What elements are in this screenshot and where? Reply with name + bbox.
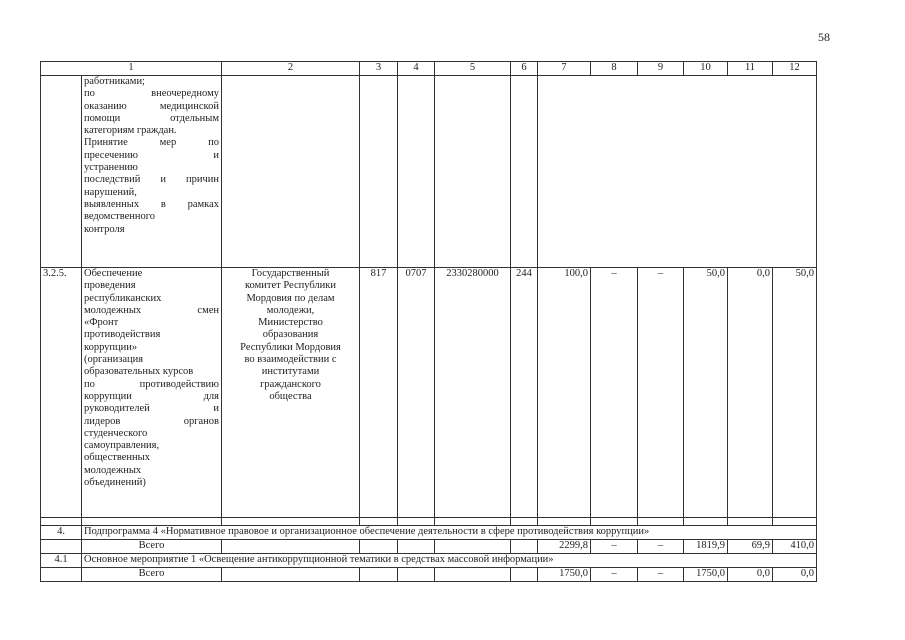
executor-line: комитет Республики: [244, 280, 337, 292]
total-c6: [511, 540, 538, 554]
executor-line: Государственный: [251, 268, 330, 279]
executor-line: гражданского: [260, 378, 321, 390]
item-csr: 2330280000: [435, 268, 511, 518]
header-row: [41, 62, 817, 76]
item-number: 3.2.5.: [41, 268, 82, 518]
header-col-11: 11: [728, 62, 773, 76]
executor-line: образования: [262, 329, 319, 341]
total-c7: 1750,0: [538, 568, 591, 582]
executor-line: Республики Мордовия: [240, 341, 341, 353]
spacer-cell: [222, 518, 360, 526]
item-c10: 50,0: [684, 268, 728, 518]
item-name-line: «Фронт: [84, 317, 119, 329]
event-title: Основное мероприятие 1 «Освещение антикоррупционной тематики в средствах массовой информации»: [82, 554, 817, 568]
item-c12: 50,0: [773, 268, 817, 518]
total-executor: [222, 540, 360, 554]
item-rzpr: 0707: [398, 268, 435, 518]
item-c8: –: [591, 268, 638, 518]
cont-c7: [538, 76, 817, 268]
total-label: Всего: [82, 568, 222, 582]
cont-line: устранению: [84, 162, 138, 174]
subprogram-4-total-row: [41, 540, 817, 554]
header-col-4: 4: [398, 62, 435, 76]
cont-line: последствий и причин: [84, 174, 219, 186]
cont-line: нарушений,: [84, 186, 137, 198]
spacer-row: [41, 518, 817, 526]
total-c5: [435, 568, 511, 582]
cont-c4: [398, 76, 435, 268]
total-label: Всего: [82, 540, 222, 554]
item-name-line: студенческого: [84, 427, 148, 439]
spacer-cell: [511, 518, 538, 526]
total-c12: 410,0: [773, 540, 817, 554]
total-c4: [398, 540, 435, 554]
total-c3: [360, 568, 398, 582]
total-num-cell: [41, 540, 82, 554]
total-c8: –: [591, 568, 638, 582]
item-name-line: молодежных: [84, 464, 142, 476]
header-col-5: 5: [435, 62, 511, 76]
item-name-line: объединений): [84, 477, 146, 489]
item-name-line: молодежных смен: [84, 304, 219, 316]
header-col-10: 10: [684, 62, 728, 76]
item-name: [82, 268, 222, 518]
header-col-9: 9: [638, 62, 684, 76]
item-name-line: общественных: [84, 452, 150, 464]
event-4-1-title-row: [41, 554, 817, 568]
header-col-6: 6: [511, 62, 538, 76]
item-name-line: Обеспечение: [84, 268, 143, 279]
cont-line: помощи отдельным: [84, 112, 219, 124]
header-col-12: 12: [773, 62, 817, 76]
item-name-line: коррупции для: [84, 390, 219, 402]
event-4-1-total-row: [41, 568, 817, 582]
executor-line: во взаимодействии с: [244, 354, 337, 366]
item-name-line: руководителей и: [84, 403, 219, 415]
cont-line: контроля: [84, 223, 125, 235]
item-c9: –: [638, 268, 684, 518]
item-name-line: лидеров органов: [84, 415, 219, 427]
spacer-cell: [435, 518, 511, 526]
header-col-3: 3: [360, 62, 398, 76]
item-name-line: республиканских: [84, 292, 162, 304]
spacer-cell: [638, 518, 684, 526]
cont-c3: [360, 76, 398, 268]
cont-line: по внеочередному: [84, 88, 219, 100]
item-name-line: образовательных курсов: [84, 366, 194, 378]
total-c5: [435, 540, 511, 554]
subprogram-4-title-row: [41, 526, 817, 540]
total-c7: 2299,8: [538, 540, 591, 554]
total-c11: 69,9: [728, 540, 773, 554]
cont-line: работниками;: [84, 76, 145, 87]
spacer-cell: [41, 518, 82, 526]
total-c9: –: [638, 568, 684, 582]
total-c12: 0,0: [773, 568, 817, 582]
item-name-line: самоуправления,: [84, 440, 160, 452]
total-c8: –: [591, 540, 638, 554]
cont-line: Принятие мер по: [84, 137, 219, 149]
item-c11: 0,0: [728, 268, 773, 518]
item-name-line: проведения: [84, 280, 136, 292]
cont-name: [82, 76, 222, 268]
spacer-cell: [684, 518, 728, 526]
spacer-cell: [82, 518, 222, 526]
subprogram-title: Подпрограмма 4 «Нормативное правовое и организационное обеспечение деятельности в сфере противодействия коррупции»: [82, 526, 817, 540]
page-number: 58: [818, 30, 830, 44]
executor-line: Мордовия по делам: [246, 292, 335, 304]
cont-line: оказанию медицинской: [84, 100, 219, 112]
spacer-cell: [773, 518, 817, 526]
executor-line: молодежи,: [266, 304, 315, 316]
total-executor: [222, 568, 360, 582]
executor-line: общества: [269, 390, 312, 402]
total-c10: 1819,9: [684, 540, 728, 554]
cont-line: ведомственного: [84, 211, 156, 223]
header-col-8: 8: [591, 62, 638, 76]
executor-line: Министерство: [258, 317, 323, 329]
cont-executor: [222, 76, 360, 268]
total-c4: [398, 568, 435, 582]
item-vr: 244: [511, 268, 538, 518]
total-c11: 0,0: [728, 568, 773, 582]
header-col-2: 2: [222, 62, 360, 76]
executor-line: институтами: [261, 366, 320, 378]
spacer-cell: [728, 518, 773, 526]
total-c10: 1750,0: [684, 568, 728, 582]
spacer-cell: [538, 518, 591, 526]
item-name-line: по противодействию: [84, 378, 219, 390]
total-c9: –: [638, 540, 684, 554]
item-c7: 100,0: [538, 268, 591, 518]
item-gkbs: 817: [360, 268, 398, 518]
item-row-3-2-5: [41, 268, 817, 518]
cont-c5: [435, 76, 511, 268]
spacer-cell: [360, 518, 398, 526]
cont-line: категориям граждан.: [84, 125, 177, 137]
total-c3: [360, 540, 398, 554]
item-name-line: противодействия: [84, 329, 161, 341]
program-table: [40, 61, 817, 582]
cont-c6: [511, 76, 538, 268]
item-name-line: коррупции»: [84, 341, 138, 353]
cont-num: [41, 76, 82, 268]
spacer-cell: [591, 518, 638, 526]
item-name-line: (организация: [84, 354, 144, 366]
total-num-cell: [41, 568, 82, 582]
header-col-1: 1: [41, 62, 222, 76]
cont-line: пресечению и: [84, 149, 219, 161]
cont-line: выявленных в рамках: [84, 198, 219, 210]
total-c6: [511, 568, 538, 582]
subprogram-number: 4.: [41, 526, 82, 540]
header-col-7: 7: [538, 62, 591, 76]
event-number: 4.1: [41, 554, 82, 568]
spacer-cell: [398, 518, 435, 526]
continuation-row: [41, 76, 817, 268]
item-executor: [222, 268, 360, 518]
